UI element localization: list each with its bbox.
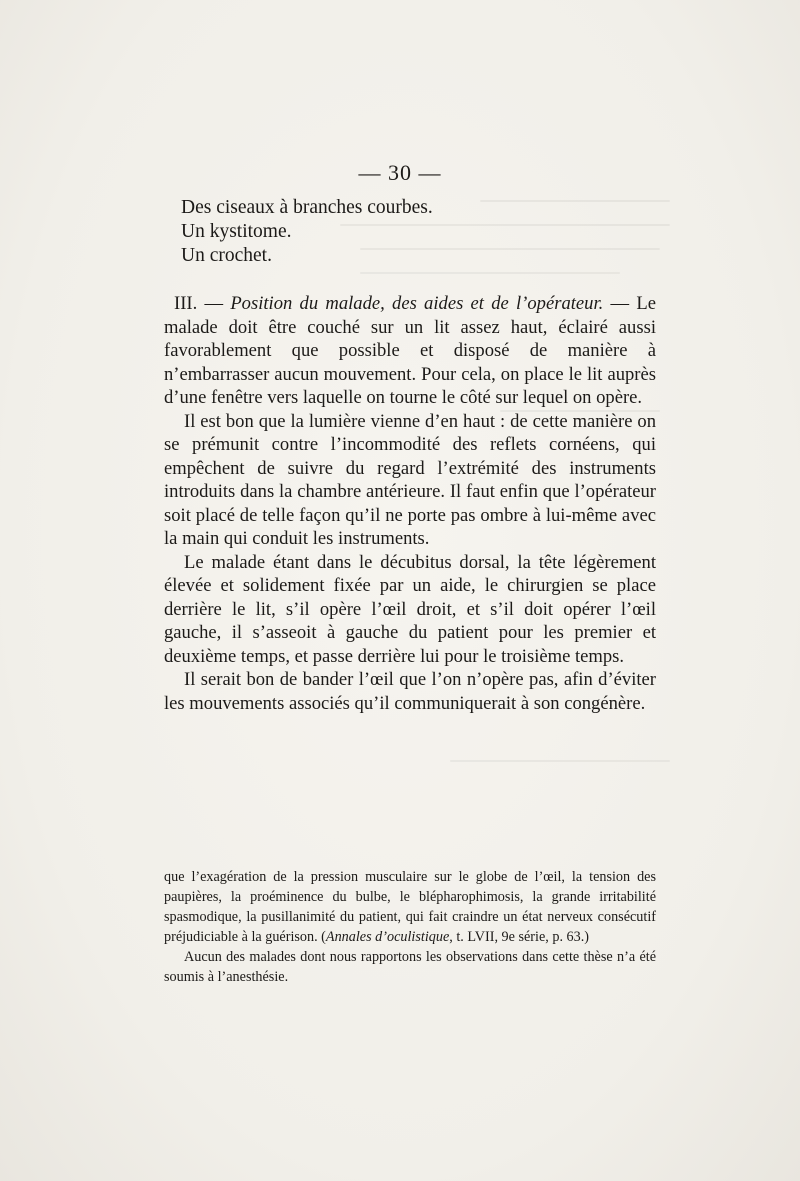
page-number: — 30 — [358,160,442,185]
paragraph-text: Le malade doit être couché sur un lit assez haut, éclairé aussi favorablement que possible et disposé de manière à n’embarrasser aucun mouvement. Pour cela, on place le lit auprès d’une fenêtre vers laquelle on tourne le côté sur lequel on opère. [164,293,657,408]
footnote-text: que l’exagération de la pression musculaire sur le globe de l’œil, la tension des paupières, la proéminence du bulbe, le blépharophimosis, la grande irritabilité spasmodique, la pusillanimité du patient, qui fait craindre un état nerveux consécutif préjudiciable à la guérison. ( [164,869,656,945]
list-item: Des ciseaux à branches courbes. [181,197,433,218]
instrument-list [181,196,433,268]
list-item: Un crochet. [181,245,272,266]
footnote-citation: , t. LVII, 9e série, p. 63.) [449,929,590,945]
section-number: III. — [174,293,224,314]
footnote [164,867,656,987]
list-item: Un kystitome. [181,221,292,242]
section-paragraph [164,292,656,410]
paragraph: Il serait bon de bander l’œil que l’on n’opère pas, afin d’éviter les mouvements associés qu’il communiquerait à son congénère. [164,669,656,714]
footnote-citation-journal: Annales d’oculistique [325,929,450,945]
footnote-paragraph [164,867,656,947]
section-title: Position du malade, des aides et de l’opérateur. [230,293,604,314]
section-body [164,292,656,715]
paragraph: Il est bon que la lumière vienne d’en haut : de cette manière on se prémunit contre l’incommodité des reflets cornéens, qui empêchent de suivre du regard l’extrémité des instruments introduits dans la chambre antérieure. Il faut enfin que l’opérateur soit placé de telle façon qu’il ne porte pas ombre à lui-même avec la main qui conduit les instruments. [164,410,656,549]
paragraph: Le malade étant dans le décubitus dorsal, la tête légèrement élevée et solidement fixée par un aide, le chirurgien se place derrière le lit, s’il opère l’œil droit, et s’il doit opérer l’œil gauche, il s’asseoit à gauche du patient pour les premier et deuxième temps, et passe derrière lui pour le troisième temps. [164,551,656,667]
section-title-dash: — [603,293,630,314]
footnote-paragraph: Aucun des malades dont nous rapportons les observations dans cette thèse n’a été soumis à l’anesthésie. [164,949,656,985]
